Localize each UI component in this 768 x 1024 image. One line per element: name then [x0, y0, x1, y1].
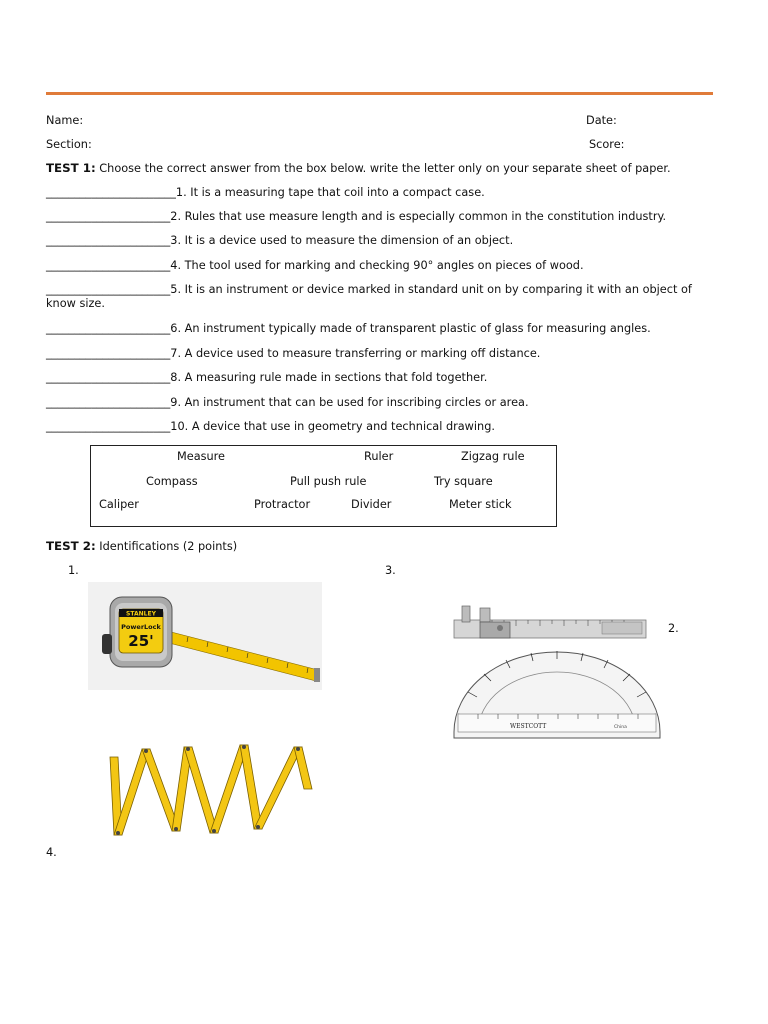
tape-brand-text: STANLEY: [126, 610, 156, 618]
test1-instruction: Choose the correct answer from the box below. write the letter only on your separate sheet of paper.: [99, 162, 671, 175]
question-5: ______________________5. It is an instrument or device marked in standard unit on by comparing it with an object of know size.: [46, 283, 692, 310]
question-3: ______________________3. It is a device used to measure the dimension of an object.: [46, 234, 514, 247]
choice-ruler: Ruler: [364, 450, 394, 463]
test1-heading: [46, 161, 671, 176]
protractor-origin-text: China: [614, 725, 627, 730]
choice-caliper: Caliper: [99, 498, 139, 511]
name-label: Name:: [46, 114, 84, 127]
tape-size-text: 25': [128, 632, 154, 650]
date-label: Date:: [586, 114, 617, 127]
tape-measure-image: [88, 582, 322, 690]
question-6: ______________________6. An instrument typically made of transparent plastic of glass for measuring angles.: [46, 322, 651, 335]
choice-pull-push-rule: Pull push rule: [290, 475, 367, 488]
choice-compass: Compass: [146, 475, 198, 488]
caliper-image: [452, 602, 648, 642]
image-label-4: 4.: [46, 846, 57, 859]
question-10: ______________________10. A device that use in geometry and technical drawing.: [46, 420, 495, 433]
orange-header-rule: [46, 92, 713, 95]
test2-heading: [46, 539, 237, 554]
question-7: ______________________7. A device used to measure transferring or marking off distance.: [46, 347, 541, 360]
question-2: ______________________2. Rules that use measure length and is especially common in the constitution industry.: [46, 210, 667, 223]
question-4: ______________________4. The tool used for marking and checking 90° angles on pieces of wood.: [46, 259, 584, 272]
test2-title: TEST 2:: [46, 539, 96, 553]
test1-title: TEST 1:: [46, 161, 96, 175]
choice-measure: Measure: [177, 450, 226, 463]
choice-zigzag-rule: Zigzag rule: [461, 450, 525, 463]
choice-try-square: Try square: [434, 475, 493, 488]
choice-protractor: Protractor: [254, 498, 311, 511]
question-1: _______________________1. It is a measuring tape that coil into a compact case.: [46, 186, 485, 199]
tape-model-text: PowerLock: [121, 623, 161, 631]
question-8: ______________________8. A measuring rule made in sections that fold together.: [46, 371, 488, 384]
score-label: Score:: [589, 138, 625, 151]
zigzag-rule-image: [96, 737, 326, 843]
protractor-brand-text: WESTCOTT: [510, 723, 547, 730]
image-label-3: 3.: [385, 564, 396, 577]
image-label-2: 2.: [668, 622, 679, 635]
question-9: ______________________9. An instrument that can be used for inscribing circles or area.: [46, 396, 529, 409]
protractor-image: [448, 644, 666, 740]
image-label-1: 1.: [68, 564, 79, 577]
choice-meter-stick: Meter stick: [449, 498, 512, 511]
test2-subtitle: Identifications (2 points): [99, 540, 238, 553]
choice-divider: Divider: [351, 498, 392, 511]
section-label: Section:: [46, 138, 92, 151]
